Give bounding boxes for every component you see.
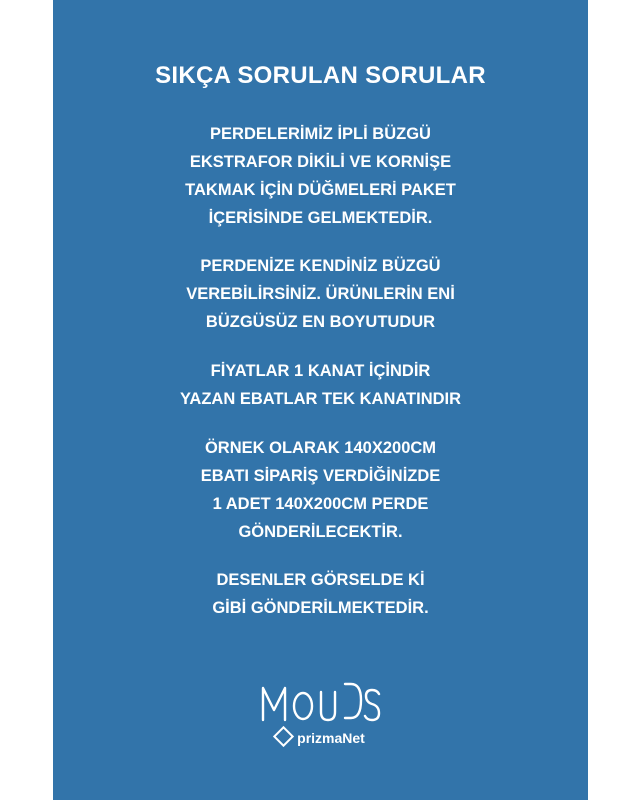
brand-logo	[53, 680, 588, 760]
faq-line: 1 ADET 140X200CM PERDE	[212, 495, 429, 513]
faq-line: EKSTRAFOR DİKİLİ VE KORNİŞE	[189, 153, 452, 171]
faq-line: VEREBİLİRSİNİZ. ÜRÜNLERİN ENİ	[186, 285, 455, 303]
faq-panel	[53, 0, 588, 800]
faq-line: PERDELERİMİZ İPLİ BÜZGÜ	[210, 125, 431, 143]
faq-line: PERDENİZE KENDİNİZ BÜZGÜ	[200, 257, 441, 275]
faq-paragraph-5	[53, 566, 588, 622]
faq-line: ÖRNEK OLARAK 140X200CM	[204, 439, 437, 457]
faq-line: TAKMAK İÇİN DÜĞMELERİ PAKET	[185, 181, 456, 199]
faq-line: İÇERİSİNDE GELMEKTEDİR.	[208, 209, 433, 227]
faq-line: EBATI SİPARİŞ VERDİĞİNİZDE	[200, 467, 441, 485]
faq-paragraph-1	[53, 120, 588, 232]
prizmanet-diamond-icon	[273, 726, 294, 747]
faq-line: BÜZGÜSÜZ EN BOYUTUDUR	[205, 313, 436, 331]
faq-line: FİYATLAR 1 KANAT İÇİNDİR	[210, 362, 431, 380]
faq-line: GÖNDERİLECEKTİR.	[238, 523, 403, 541]
faq-line: DESENLER GÖRSELDE Kİ	[216, 571, 425, 589]
mouds-logo-icon	[259, 680, 383, 724]
page-title: SIKÇA SORULAN SORULAR	[155, 62, 486, 89]
faq-paragraph-4	[53, 434, 588, 546]
faq-paragraph-2	[53, 252, 588, 336]
prizmanet-logo	[53, 729, 588, 746]
faq-paragraph-3	[53, 357, 588, 413]
faq-line: YAZAN EBATLAR TEK KANATINDIR	[179, 390, 462, 408]
prizmanet-label: prizmaNet	[297, 730, 365, 746]
faq-line: GİBİ GÖNDERİLMEKTEDİR.	[212, 599, 429, 617]
